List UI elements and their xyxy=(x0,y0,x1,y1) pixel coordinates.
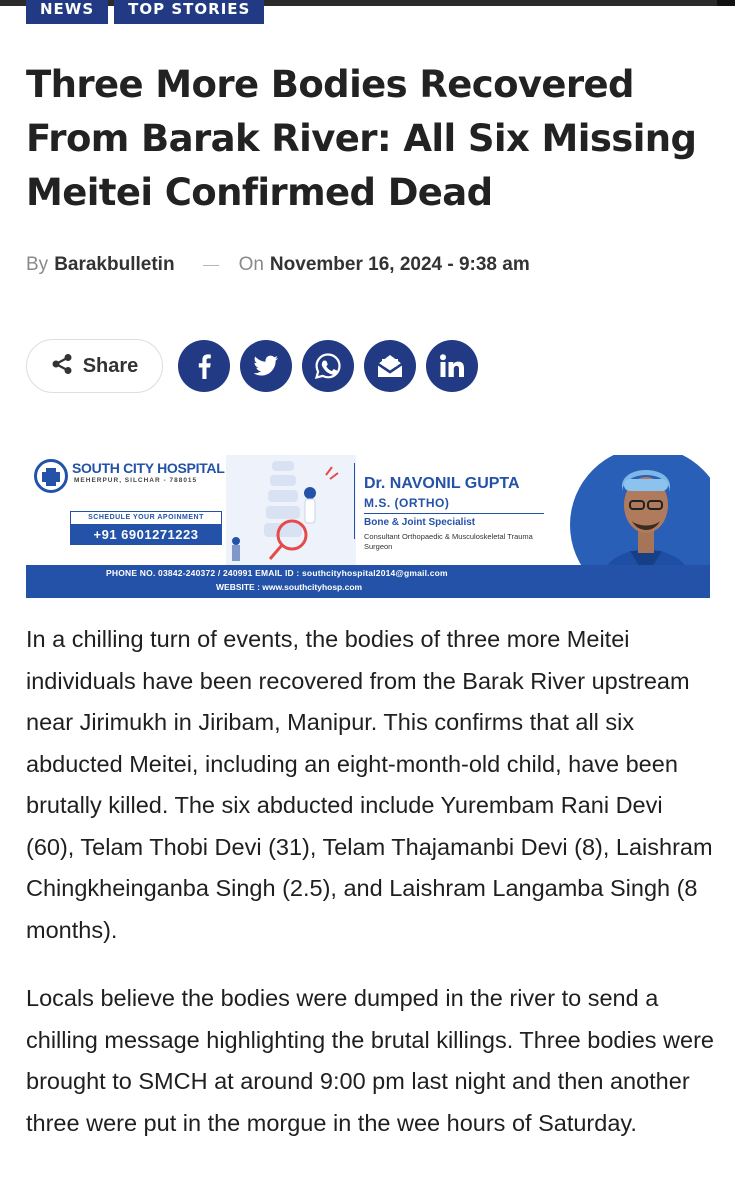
ad-doctor-degree: M.S. (ORTHO) xyxy=(364,496,450,510)
ad-website-line: WEBSITE : www.southcityhosp.com xyxy=(216,582,363,592)
facebook-icon xyxy=(194,353,214,379)
top-bar-accent xyxy=(717,0,735,6)
ad-divider xyxy=(354,463,355,539)
tag-news[interactable] xyxy=(26,0,108,24)
ad-contact-line: PHONE NO. 03842-240372 / 240991 EMAIL ID : southcityhospital2014@gmail.com xyxy=(106,568,448,578)
ad-schedule-box xyxy=(70,511,222,545)
share-bar xyxy=(26,339,488,393)
email-share-button[interactable] xyxy=(364,340,416,392)
ad-hospital-location: MEHERPUR, SILCHAR - 788015 xyxy=(74,477,198,484)
linkedin-share-button[interactable] xyxy=(426,340,478,392)
tag-news-label: NEWS xyxy=(40,0,95,18)
ad-phone-main: +91 6901271223 xyxy=(70,525,222,545)
ad-doctor-rule xyxy=(364,513,544,514)
share-button[interactable] xyxy=(26,339,163,393)
ad-doctor-consultant: Consultant Orthopaedic & Musculoskeletal Trauma Surgeon xyxy=(364,532,533,551)
article-paragraph-1: In a chilling turn of events, the bodies of three more Meitei individuals have been recovered from the Barak River upstream near Jirimukh in Jiribam, Manipur. This confirms that all six abducted Meitei, including an eight-month-old child, have been brutally killed. The six abducted include Yurembam Rani Devi (60), Telam Thobi Devi (31), Telam Thajamanbi Devi (8), Laishram Chingkheinganba Singh (2.5), and Laishram Langamba Singh (8 months). xyxy=(26,626,713,943)
hospital-logo xyxy=(34,459,68,493)
article-meta xyxy=(26,250,530,280)
article-paragraph-2: Locals believe the bodies were dumped in the river to send a chilling message highlighting the brutal killings. Three bodies were brought to SMCH at around 9:00 pm last night and then another three were put in the morgue in the wee hours of Saturday. xyxy=(26,985,714,1136)
email-icon xyxy=(376,353,404,379)
by-label: By xyxy=(26,254,49,275)
twitter-icon xyxy=(253,355,279,377)
category-tags xyxy=(26,0,264,24)
share-icon xyxy=(51,353,73,379)
ad-spine-illustration xyxy=(226,455,356,565)
meta-separator xyxy=(203,265,219,266)
on-label: On xyxy=(238,254,264,275)
ad-hospital-name: SOUTH CITY HOSPITAL xyxy=(72,460,225,476)
twitter-share-button[interactable] xyxy=(240,340,292,392)
article-headline: Three More Bodies Recovered From Barak River: All Six Missing Meitei Confirmed Dead xyxy=(26,63,697,214)
hospital-ad-banner[interactable] xyxy=(26,455,710,598)
tag-top-stories-label: TOP STORIES xyxy=(128,0,251,18)
ad-doctor-name: Dr. NAVONIL GUPTA xyxy=(364,475,520,492)
ad-doctor-specialty: Bone & Joint Specialist xyxy=(364,517,476,528)
ad-schedule-label: SCHEDULE YOUR APOINMENT xyxy=(70,511,222,525)
share-label: Share xyxy=(82,354,139,377)
linkedin-icon xyxy=(439,354,465,378)
facebook-share-button[interactable] xyxy=(178,340,230,392)
whatsapp-icon xyxy=(314,352,342,380)
publish-date: November 16, 2024 - 9:38 am xyxy=(269,254,530,275)
tag-top-stories[interactable] xyxy=(114,0,264,24)
author-link[interactable]: Barakbulletin xyxy=(54,254,175,275)
whatsapp-share-button[interactable] xyxy=(302,340,354,392)
